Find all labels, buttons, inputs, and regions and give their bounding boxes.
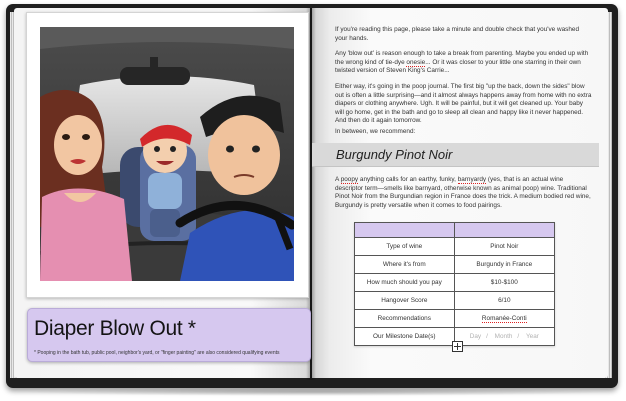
table-row	[355, 274, 555, 292]
row-label: Where it's from	[355, 256, 455, 274]
caption-footnote: * Pooping in the bath tub, public pool, neighbor's yard, or "finger painting" are also considered qualifying events	[34, 350, 280, 356]
caption-box	[27, 308, 311, 362]
table-row	[355, 256, 555, 274]
table-header-cell	[355, 223, 455, 238]
row-value[interactable]	[454, 310, 554, 328]
row-value[interactable]: 6/10	[454, 292, 554, 310]
intro-paragraph: If you're reading this page, please take a minute and double check that you've washed your hands.	[335, 26, 580, 42]
table-header-row	[355, 223, 555, 238]
text-run: Any 'blow out' is reason enough to take a break from parenting. Maybe you ended up with the wrong kind of tie-dye	[335, 50, 589, 66]
photo-frame	[26, 12, 309, 298]
plus-icon[interactable]	[452, 341, 463, 352]
spellcheck-word: barnyardy	[457, 176, 487, 183]
row-label: Type of wine	[355, 238, 455, 256]
recommend-paragraph: In between, we recommend:	[335, 128, 416, 135]
caption-title: Diaper Blow Out *	[34, 317, 196, 340]
row-label: How much should you pay	[355, 274, 455, 292]
milestone-label: Our Milestone Date(s)	[355, 328, 455, 346]
book-shadow	[20, 388, 610, 396]
car-illustration	[40, 27, 294, 281]
row-value[interactable]: Burgundy in France	[454, 256, 554, 274]
recommendation-text: Romanée-Conti	[481, 315, 527, 322]
table-header-cell	[454, 223, 554, 238]
spellcheck-word: poopy	[340, 176, 359, 183]
wine-heading: Burgundy Pinot Noir	[336, 147, 453, 162]
wine-info-table	[354, 222, 555, 346]
row-value[interactable]: Pinot Noir	[454, 238, 554, 256]
spellcheck-word: onesie	[406, 58, 426, 66]
table-row	[355, 238, 555, 256]
row-label: Hangover Score	[355, 292, 455, 310]
day-placeholder: Day	[469, 333, 482, 340]
blowout-paragraph	[335, 50, 593, 76]
milestone-date-input[interactable]	[454, 328, 554, 346]
row-value[interactable]: $10-$100	[454, 274, 554, 292]
month-placeholder: Month	[494, 333, 513, 340]
date-placeholders: Day / Month / Year	[469, 333, 539, 340]
table-row	[355, 310, 555, 328]
text-run: A	[335, 176, 341, 183]
text-run: anything calls for an earthy, funky,	[358, 176, 458, 183]
wine-heading-band	[312, 143, 599, 167]
text-run: (yes, that is an actual wine descriptor term—smells like barnyard, otherwise known as animal poop) wine. Traditional Pinot Noir from the Burgundian region in France does the trick. A medium bodied red wine, Burgundy is pretty versatile when it comes to food pairings.	[335, 176, 591, 209]
text-run: ... Or it was closer to your little one starring in their own twisted version of Steven King's Carrie...	[335, 58, 581, 75]
journal-paragraph: Either way, it's going in the poop journal. The first big "up the back, down the sides" blow out is often a little surprising—and it almost always happens away from home with no extra diapers or clothing anywhere. Ugh. It will be painful, but it will get cleaned up. Your baby will go home, get in the bath and go to sleep all clean and happy like it never happened. And then do it again tomorrow.	[335, 83, 592, 125]
year-placeholder: Year	[525, 333, 539, 340]
wine-description	[335, 176, 593, 210]
row-label: Recommendations	[355, 310, 455, 328]
table-row	[355, 292, 555, 310]
